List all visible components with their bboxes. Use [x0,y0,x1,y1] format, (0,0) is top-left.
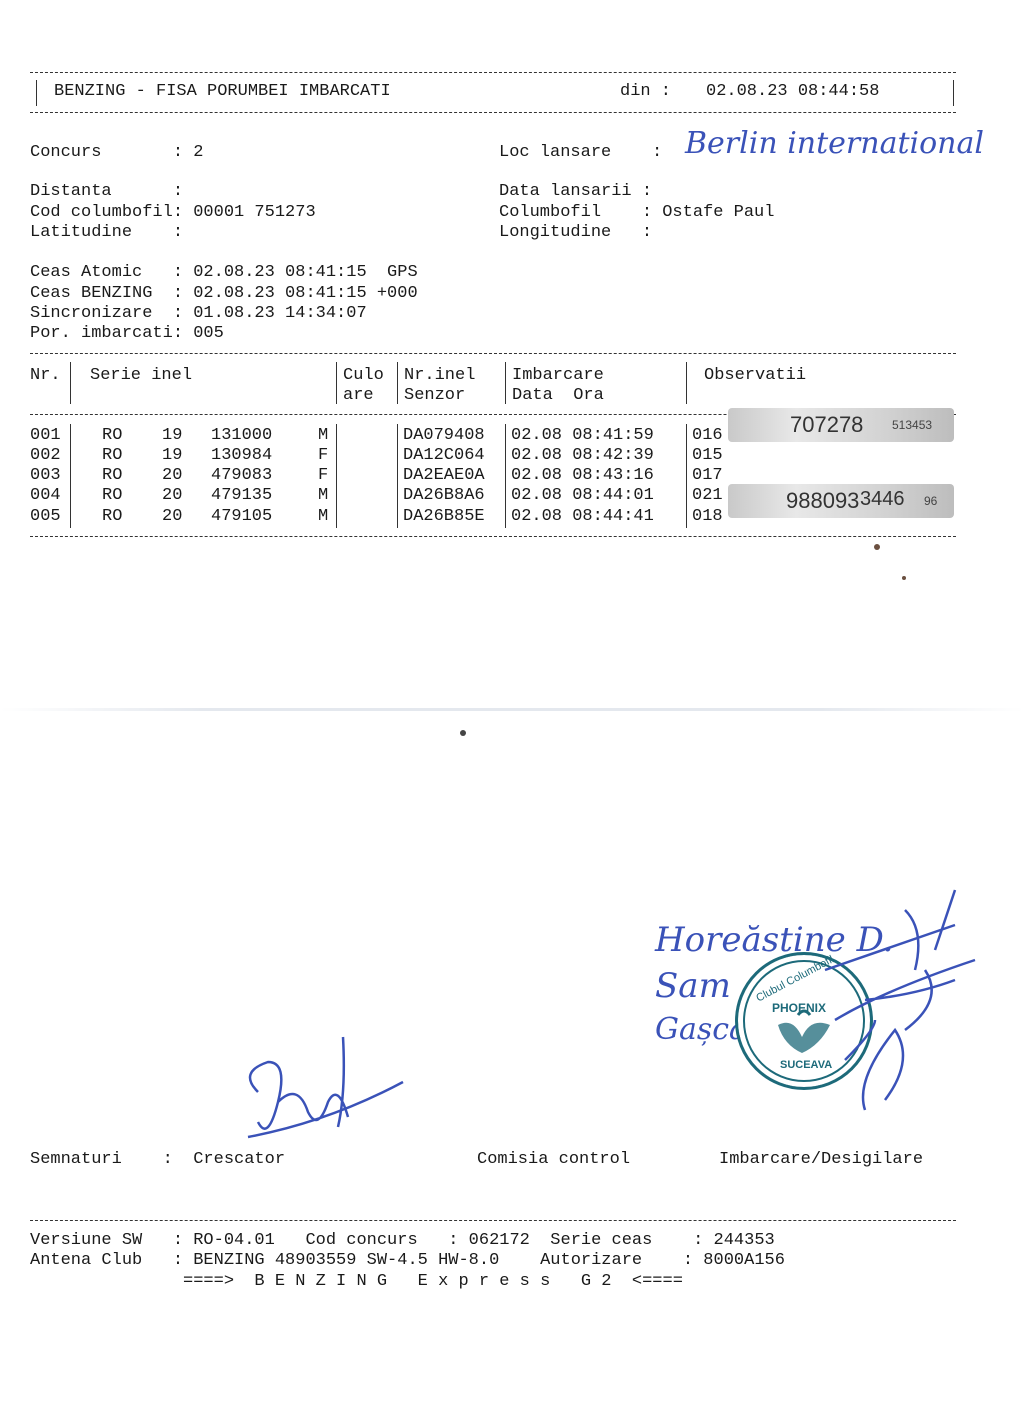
benzing-express-banner: ====> B E N Z I N G E x p r e s s G 2 <==== [30,1272,683,1291]
cell-an: 20 [162,486,183,505]
longitudine-field: Longitudine : [499,223,653,242]
versiune-sw-line: Versiune SW : RO-04.01 Cod concurs : 062172 Serie ceas : 244353 [30,1231,775,1250]
cell-tara: RO [102,486,123,505]
body-sep-1 [70,424,71,528]
th-culoare-2: are [343,386,374,405]
comisia-control-label: Comisia control [477,1150,631,1169]
th-imbarcare-1: Imbarcare [512,366,604,385]
cell-senzor: DA26B85E [403,507,485,526]
table-bottom-border [30,536,956,537]
table-top-border [30,353,956,354]
cell-data-ora: 02.08 08:44:41 [511,507,654,526]
footer-top-border [30,1220,956,1221]
antena-club-line: Antena Club : BENZING 48903559 SW-4.5 HW-8.0 Autorizare : 8000A156 [30,1251,785,1270]
body-sep-2 [336,424,337,528]
cell-an: 19 [162,446,183,465]
cell-an: 20 [162,507,183,526]
data-lansarii-field: Data lansarii : [499,182,653,201]
th-imbarcare-2: Data Ora [512,386,604,405]
header-right-border [953,80,954,106]
col-sep-1 [70,362,71,404]
cell-serie: 479105 [211,507,273,526]
din-value: 02.08.23 08:44:58 [706,82,880,101]
commission-name-2: Sam [655,966,731,1006]
sincronizare-field: Sincronizare : 01.08.23 14:34:07 [30,304,367,323]
cell-tara: RO [102,446,123,465]
cell-sex: M [318,486,329,505]
paper-speck [874,544,880,550]
cell-senzor: DA12C064 [403,446,485,465]
th-observatii: Observatii [704,366,807,385]
cell-sex: F [318,466,329,485]
th-nr-inel-1: Nr.inel [404,366,476,385]
cell-sex: M [318,426,329,445]
por-imbarcati-field: Por. imbarcati: 005 [30,324,224,343]
cell-nr: 005 [30,507,61,526]
stamp-top-text: Clubul Columbofil [754,953,836,1005]
ring-sticker [728,484,954,518]
sticker-small-number: 3446 [860,488,905,510]
th-culoare-1: Culo [343,366,384,385]
ceas-benzing-field: Ceas BENZING : 02.08.23 08:41:15 +000 [30,284,418,303]
din-label: din : [620,82,672,101]
cell-data-ora: 02.08 08:41:59 [511,426,654,445]
cell-nr: 003 [30,466,61,485]
cell-nr: 001 [30,426,61,445]
body-sep-5 [686,424,687,528]
commission-name-3: Gașca [655,1012,747,1047]
cell-serie: 131000 [211,426,273,445]
loc-lansare-label: Loc lansare : [499,143,663,162]
document-title: BENZING - FISA PORUMBEI IMBARCATI [54,82,391,101]
cell-data-ora: 02.08 08:42:39 [511,446,654,465]
cell-serie: 130984 [211,446,273,465]
cell-sex: M [318,507,329,526]
distanta-field: Distanta : [30,182,184,201]
cell-senzor: DA2EAE0A [403,466,485,485]
col-sep-3 [397,362,398,404]
cell-data-ora: 02.08 08:43:16 [511,466,654,485]
stamp-middle-text: PHOENIX [772,1001,827,1015]
commission-name-1: Horeăstine D. [655,920,894,960]
header-bottom-border [30,112,956,113]
sticker-small-number: 513453 [892,418,933,432]
cell-nr: 004 [30,486,61,505]
cell-serie: 479083 [211,466,273,485]
latitudine-field: Latitudine : [30,223,184,242]
cell-tara: RO [102,466,123,485]
paper-fold [0,708,1024,711]
body-sep-4 [505,424,506,528]
commission-signatures-icon [805,880,985,1120]
cell-obs: 016 [692,426,723,445]
stamp-bottom-text: SUCEAVA [780,1059,833,1071]
cell-an: 20 [162,466,183,485]
loc-lansare-handwritten: Berlin international [685,126,984,161]
cell-tara: RO [102,507,123,526]
header-left-border [36,80,37,106]
sticker-number: 988093 [786,488,860,513]
cell-sex: F [318,446,329,465]
cod-columbofil-field: Cod columbofil: 00001 751273 [30,203,316,222]
sticker-tiny-number: 96 [924,494,938,508]
cell-serie: 479135 [211,486,273,505]
sticker-number: 707278 [790,412,864,437]
cell-tara: RO [102,426,123,445]
th-nr: Nr. [30,366,61,385]
cell-obs: 015 [692,446,723,465]
header-top-border [30,72,956,73]
cell-data-ora: 02.08 08:44:01 [511,486,654,505]
ring-sticker [728,408,954,442]
cell-an: 19 [162,426,183,445]
crescator-signature-icon [228,1032,408,1152]
paper-speck [902,576,906,580]
cell-senzor: DA079408 [403,426,485,445]
paper-speck [460,730,466,736]
th-serie-inel: Serie inel [90,366,193,385]
concurs-field: Concurs : 2 [30,143,204,162]
cell-senzor: DA26B8A6 [403,486,485,505]
cell-obs: 017 [692,466,723,485]
columbofil-field: Columbofil : Ostafe Paul [499,203,775,222]
ceas-atomic-field: Ceas Atomic : 02.08.23 08:41:15 GPS [30,263,418,282]
imbarcare-desigilare-label: Imbarcare/Desigilare [719,1150,924,1169]
col-sep-2 [336,362,337,404]
body-sep-3 [397,424,398,528]
col-sep-5 [686,362,687,404]
cell-obs: 021 [692,486,723,505]
col-sep-4 [505,362,506,404]
semnaturi-label: Semnaturi : Crescator [30,1150,286,1169]
cell-nr: 002 [30,446,61,465]
th-nr-inel-2: Senzor [404,386,466,405]
cell-obs: 018 [692,507,723,526]
